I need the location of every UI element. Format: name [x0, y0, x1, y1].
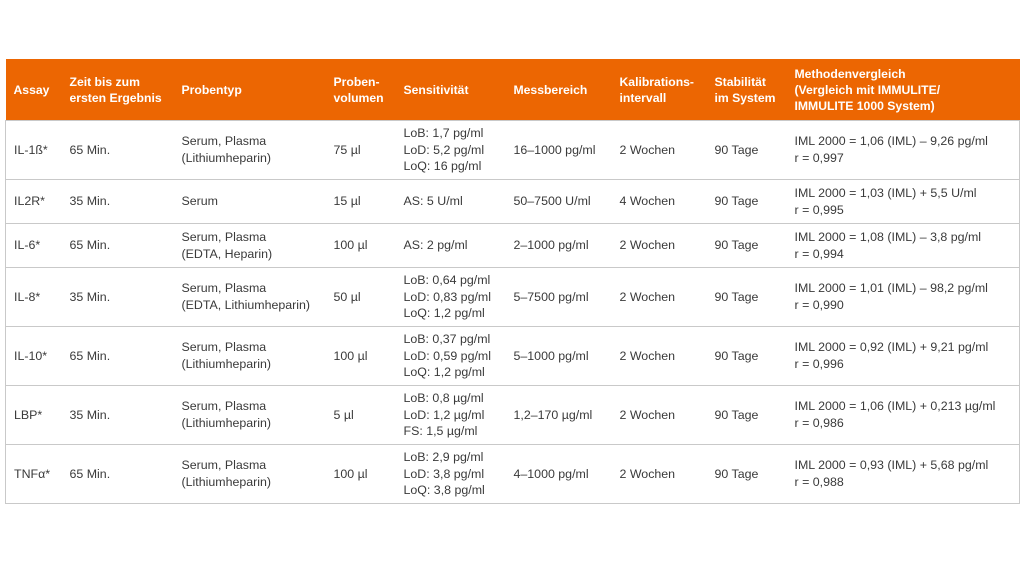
cell-sample-type: Serum [174, 180, 326, 224]
cell-calibration: 2 Wochen [612, 268, 707, 327]
cell-volume: 15 µl [326, 180, 396, 224]
cell-range: 2–1000 pg/ml [506, 224, 612, 268]
cell-volume: 100 µl [326, 327, 396, 386]
cell-time: 65 Min. [62, 224, 174, 268]
assay-table-container [5, 59, 1019, 504]
cell-time: 65 Min. [62, 327, 174, 386]
table-row [6, 268, 1020, 327]
cell-sensitivity: LoB: 0,8 µg/ml LoD: 1,2 µg/ml FS: 1,5 µg/ml [396, 386, 506, 445]
cell-volume: 50 µl [326, 268, 396, 327]
cell-stability: 90 Tage [707, 224, 787, 268]
table-row [6, 224, 1020, 268]
cell-volume: 5 µl [326, 386, 396, 445]
cell-sample-type: Serum, Plasma (EDTA, Lithiumheparin) [174, 268, 326, 327]
header-measuring-range: Messbereich [506, 59, 612, 121]
table-row [6, 386, 1020, 445]
cell-sensitivity: AS: 5 U/ml [396, 180, 506, 224]
cell-stability: 90 Tage [707, 268, 787, 327]
table-row [6, 121, 1020, 180]
cell-range: 4–1000 pg/ml [506, 445, 612, 504]
cell-assay: IL-10* [6, 327, 62, 386]
header-calibration-interval: Kalibrations- intervall [612, 59, 707, 121]
cell-assay: IL-8* [6, 268, 62, 327]
cell-stability: 90 Tage [707, 327, 787, 386]
cell-sensitivity: LoB: 2,9 pg/ml LoD: 3,8 pg/ml LoQ: 3,8 pg/ml [396, 445, 506, 504]
table-row [6, 327, 1020, 386]
header-onboard-stability: Stabilität im System [707, 59, 787, 121]
cell-calibration: 2 Wochen [612, 327, 707, 386]
cell-assay: IL-1ß* [6, 121, 62, 180]
cell-assay: IL-6* [6, 224, 62, 268]
cell-time: 65 Min. [62, 121, 174, 180]
header-assay: Assay [6, 59, 62, 121]
header-time-to-first-result: Zeit bis zum ersten Ergebnis [62, 59, 174, 121]
cell-calibration: 2 Wochen [612, 386, 707, 445]
cell-method-comparison: IML 2000 = 1,06 (IML) – 9,26 pg/ml r = 0,997 [787, 121, 1020, 180]
cell-assay: IL2R* [6, 180, 62, 224]
cell-method-comparison: IML 2000 = 1,06 (IML) + 0,213 µg/ml r = 0,986 [787, 386, 1020, 445]
cell-sample-type: Serum, Plasma (EDTA, Heparin) [174, 224, 326, 268]
cell-calibration: 2 Wochen [612, 121, 707, 180]
header-sample-volume: Proben- volumen [326, 59, 396, 121]
cell-volume: 75 µl [326, 121, 396, 180]
cell-sensitivity: LoB: 0,37 pg/ml LoD: 0,59 pg/ml LoQ: 1,2 pg/ml [396, 327, 506, 386]
cell-calibration: 2 Wochen [612, 445, 707, 504]
cell-sensitivity: LoB: 1,7 pg/ml LoD: 5,2 pg/ml LoQ: 16 pg/ml [396, 121, 506, 180]
header-sample-type: Probentyp [174, 59, 326, 121]
table-body [6, 121, 1020, 504]
header-method-comparison: Methodenvergleich (Vergleich mit IMMULITE/ IMMULITE 1000 System) [787, 59, 1020, 121]
cell-method-comparison: IML 2000 = 1,03 (IML) + 5,5 U/ml r = 0,995 [787, 180, 1020, 224]
header-sensitivity: Sensitivität [396, 59, 506, 121]
cell-assay: TNFα* [6, 445, 62, 504]
cell-stability: 90 Tage [707, 121, 787, 180]
cell-calibration: 4 Wochen [612, 180, 707, 224]
cell-method-comparison: IML 2000 = 0,92 (IML) + 9,21 pg/ml r = 0,996 [787, 327, 1020, 386]
cell-sample-type: Serum, Plasma (Lithiumheparin) [174, 386, 326, 445]
cell-volume: 100 µl [326, 224, 396, 268]
cell-stability: 90 Tage [707, 386, 787, 445]
cell-sample-type: Serum, Plasma (Lithiumheparin) [174, 445, 326, 504]
cell-time: 35 Min. [62, 386, 174, 445]
cell-sample-type: Serum, Plasma (Lithiumheparin) [174, 121, 326, 180]
cell-range: 1,2–170 µg/ml [506, 386, 612, 445]
table-header [6, 59, 1020, 121]
cell-stability: 90 Tage [707, 180, 787, 224]
header-row [6, 59, 1020, 121]
cell-range: 16–1000 pg/ml [506, 121, 612, 180]
cell-range: 5–1000 pg/ml [506, 327, 612, 386]
cell-calibration: 2 Wochen [612, 224, 707, 268]
cell-sensitivity: LoB: 0,64 pg/ml LoD: 0,83 pg/ml LoQ: 1,2 pg/ml [396, 268, 506, 327]
cell-range: 50–7500 U/ml [506, 180, 612, 224]
cell-assay: LBP* [6, 386, 62, 445]
assay-comparison-table [5, 59, 1020, 504]
cell-stability: 90 Tage [707, 445, 787, 504]
cell-method-comparison: IML 2000 = 1,08 (IML) – 3,8 pg/ml r = 0,994 [787, 224, 1020, 268]
cell-time: 35 Min. [62, 180, 174, 224]
cell-sensitivity: AS: 2 pg/ml [396, 224, 506, 268]
cell-range: 5–7500 pg/ml [506, 268, 612, 327]
table-row [6, 445, 1020, 504]
cell-time: 65 Min. [62, 445, 174, 504]
cell-volume: 100 µl [326, 445, 396, 504]
cell-method-comparison: IML 2000 = 1,01 (IML) – 98,2 pg/ml r = 0,990 [787, 268, 1020, 327]
cell-method-comparison: IML 2000 = 0,93 (IML) + 5,68 pg/ml r = 0,988 [787, 445, 1020, 504]
cell-time: 35 Min. [62, 268, 174, 327]
table-row [6, 180, 1020, 224]
cell-sample-type: Serum, Plasma (Lithiumheparin) [174, 327, 326, 386]
